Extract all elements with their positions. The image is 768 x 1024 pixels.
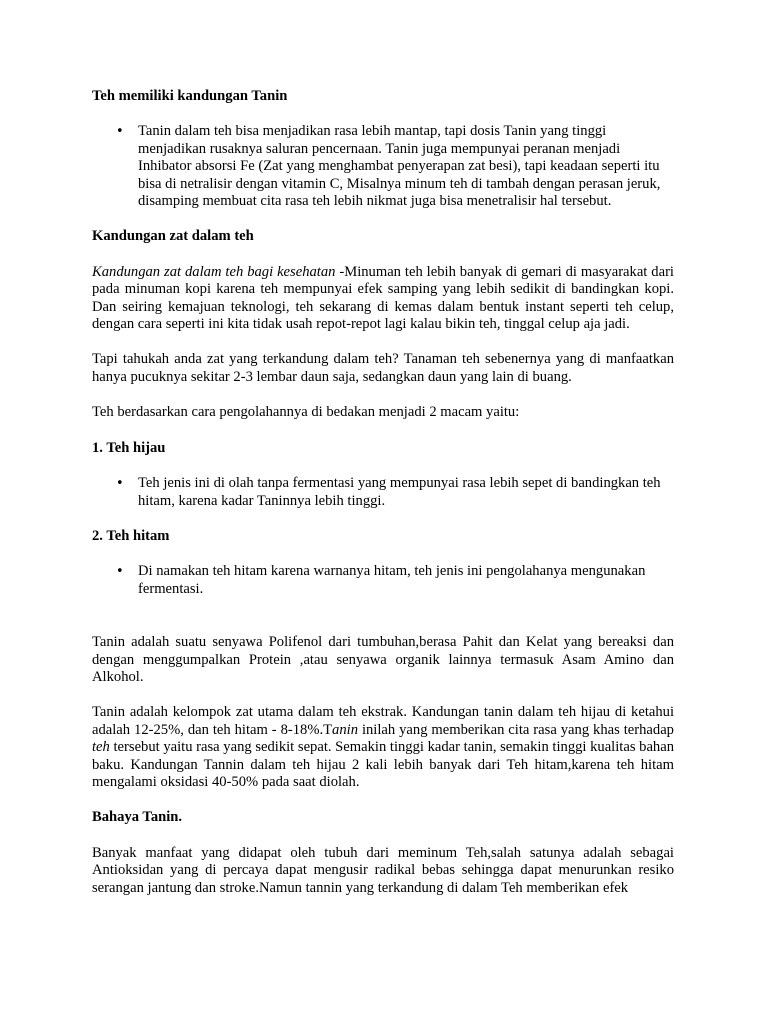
paragraph-text: -Minuman teh lebih banyak di gemari di masyarakat dari pada minuman kopi karena teh mempunyai efek samping yang lebih sedikit di bandingkan kopi. Dan seiring kemajuan teknologi, teh sekarang di kemas dalam bentuk instant seperti teh celup, dengan cara seperti ini kita tidak usah repot-repot lagi kalau bikin teh, tinggal celup aja jadi. (92, 263, 674, 333)
document-content (92, 88, 674, 897)
list-item: • Teh jenis ini di olah tanpa fermentasi yang mempunyai rasa lebih sepet di bandingkan teh hitam, karena kadar Taninnya lebih tinggi. (92, 475, 674, 510)
list-item: • Di namakan teh hitam karena warnanya hitam, teh jenis ini pengolahanya mengunakan fermentasi. (92, 563, 674, 598)
italic-word: teh (92, 739, 110, 756)
italic-lead: Kandungan zat dalam teh bagi kesehatan (92, 263, 336, 280)
list-item: • Tanin dalam teh bisa menjadikan rasa lebih mantap, tapi dosis Tanin yang tinggi menjadikan rusaknya saluran pencernaan. Tanin juga mempunyai peranan menjadi Inhibator absorsi Fe (Zat yang menghambat penyerapan zat besi), tapi keadaan seperti itu bisa di netralisir dengan vitamin C, Misalnya minum teh di tambah dengan perasan jeruk, disamping membuat cita rasa teh lebih nikmat juga bisa menetralisir hal tersebut. (92, 123, 674, 210)
paragraph-tanin-1: Tanin adalah suatu senyawa Polifenol dari tumbuhan,berasa Pahit dan Kelat yang bereaksi dan dengan menggumpalkan Protein ,atau senyawa organik lainnya termasuk Asam Amino dan Alkohol. (92, 634, 674, 685)
paragraph-zat-2: Tapi tahukah anda zat yang terkandung dalam teh? Tanaman teh sebenernya yang di manfaatkan hanya pucuknya sekitar 2-3 lembar daun saja, sedangkan daun yang lain di buang. (92, 351, 674, 385)
italic-word: anin (332, 721, 358, 738)
section-heading-zat: Kandungan zat dalam teh (92, 228, 254, 245)
section-heading-teh-hijau: 1. Teh hijau (92, 439, 166, 456)
paragraph-zat-3: Teh berdasarkan cara pengolahannya di bedakan menjadi 2 macam yaitu: (92, 404, 520, 421)
section-heading-bahaya: Bahaya Tanin. (92, 809, 183, 826)
section-heading-teh-hitam: 2. Teh hitam (92, 527, 170, 544)
section-heading-tanin: Teh memiliki kandungan Tanin (92, 88, 288, 104)
paragraph-bahaya-1: Banyak manfaat yang didapat oleh tubuh dari meminum Teh,salah satunya adalah sebagai Antioksidan yang di percaya dapat mengusir radikal bebas sehingga dapat menurunkan resiko serangan jantung dan stroke.Namun tannin yang terkandung di dalam Teh memberikan efek (92, 844, 674, 896)
paragraph-zat-1 (92, 264, 674, 334)
paragraph-tanin-2 (92, 704, 674, 791)
bullet-list-teh-hijau (92, 475, 674, 510)
paragraph-text: Tanin adalah kelompok zat utama dalam teh ekstrak. Kandungan tanin dalam teh hijau di ketahui adalah 12-25%, dan teh hitam - 8-18%.T (92, 704, 674, 738)
bullet-list-teh-hitam (92, 563, 674, 598)
paragraph-text: tersebut yaitu rasa yang sedikit sepat. Semakin tinggi kadar tanin, semakin tinggi kualitas bahan baku. Kandungan Tannin dalam teh hijau 2 kali lebih banyak dari Teh hitam,karena teh hitam mengalami oksidasi 40-50% pada saat diolah. (92, 739, 674, 790)
bullet-list-tanin (92, 123, 674, 210)
paragraph-text: inilah yang memberikan cita rasa yang khas terhadap (358, 721, 674, 738)
